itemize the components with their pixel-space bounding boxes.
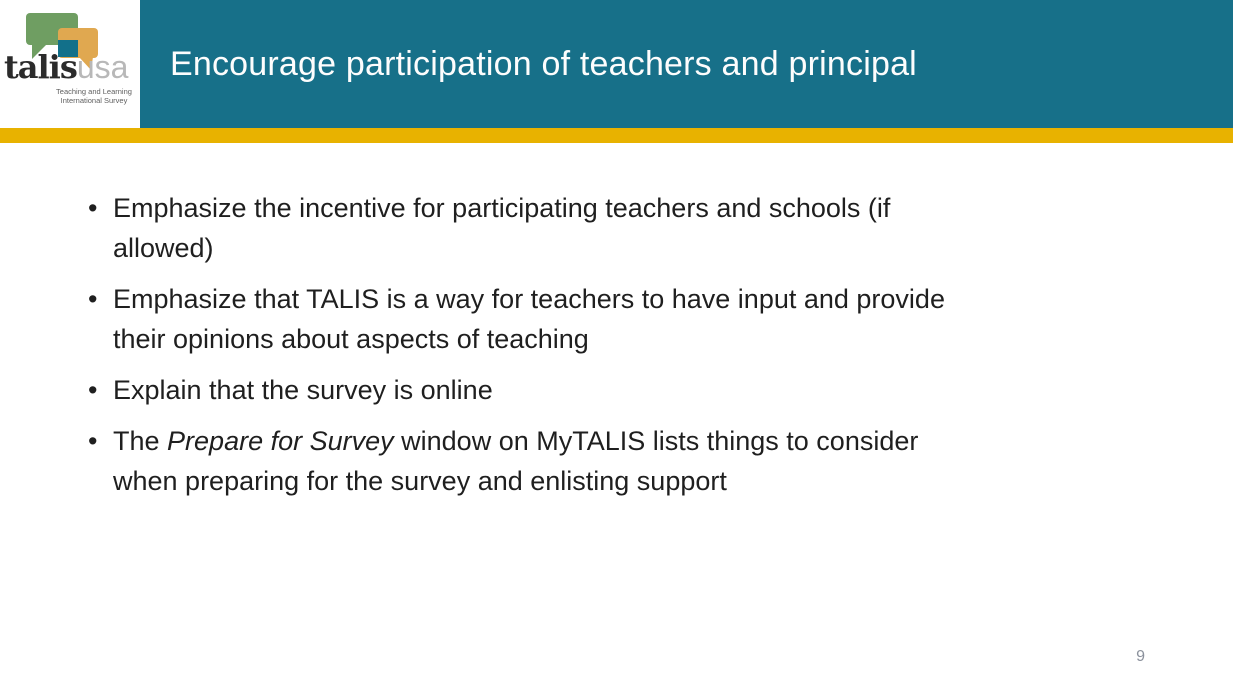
logo-text-talis: talis — [4, 48, 77, 86]
bullet-marker: • — [88, 375, 98, 405]
bullet-text-segment: The — [113, 426, 168, 456]
page-number: 9 — [1136, 648, 1145, 665]
bullet-text — [113, 421, 1208, 501]
bullet-text-segment: window on MyTALIS lists things to consider — [393, 426, 919, 456]
bullet-text — [113, 370, 1208, 410]
slide-title: Encourage participation of teachers and principal — [170, 44, 917, 83]
bullet-item — [88, 370, 1208, 410]
bullet-text — [113, 279, 1208, 359]
logo-text-usa: usa — [76, 49, 129, 85]
bullet-text-segment: Emphasize the incentive for participating teachers and schools (if — [113, 193, 891, 223]
bullet-list — [88, 188, 1208, 501]
talis-logo — [0, 0, 140, 128]
header-bar — [0, 0, 1233, 128]
bullet-text-italic-segment: Prepare for Survey — [167, 426, 394, 456]
bullet-item — [88, 188, 1208, 268]
bullet-text-segment: Explain that the survey is online — [113, 375, 493, 405]
bullet-marker: • — [88, 284, 98, 314]
bullet-text-segment: their opinions about aspects of teaching — [113, 324, 589, 354]
logo-tagline-line2: International Survey — [60, 96, 128, 105]
logo-tagline — [52, 87, 136, 105]
bullet-marker: • — [88, 193, 98, 223]
bullet-text-segment: Emphasize that TALIS is a way for teachers to have input and provide — [113, 284, 945, 314]
title-band — [140, 0, 1233, 128]
logo-tagline-line1: Teaching and Learning — [56, 87, 132, 96]
slide-body — [0, 143, 1233, 501]
bullet-item — [88, 279, 1208, 359]
bullet-marker: • — [88, 426, 98, 456]
accent-stripe — [0, 128, 1233, 143]
bullet-text — [113, 188, 1208, 268]
bullet-item — [88, 421, 1208, 501]
bullet-text-segment: when preparing for the survey and enlisting support — [113, 466, 727, 496]
bullet-text-segment: allowed) — [113, 233, 214, 263]
logo-wordmark — [4, 48, 128, 86]
